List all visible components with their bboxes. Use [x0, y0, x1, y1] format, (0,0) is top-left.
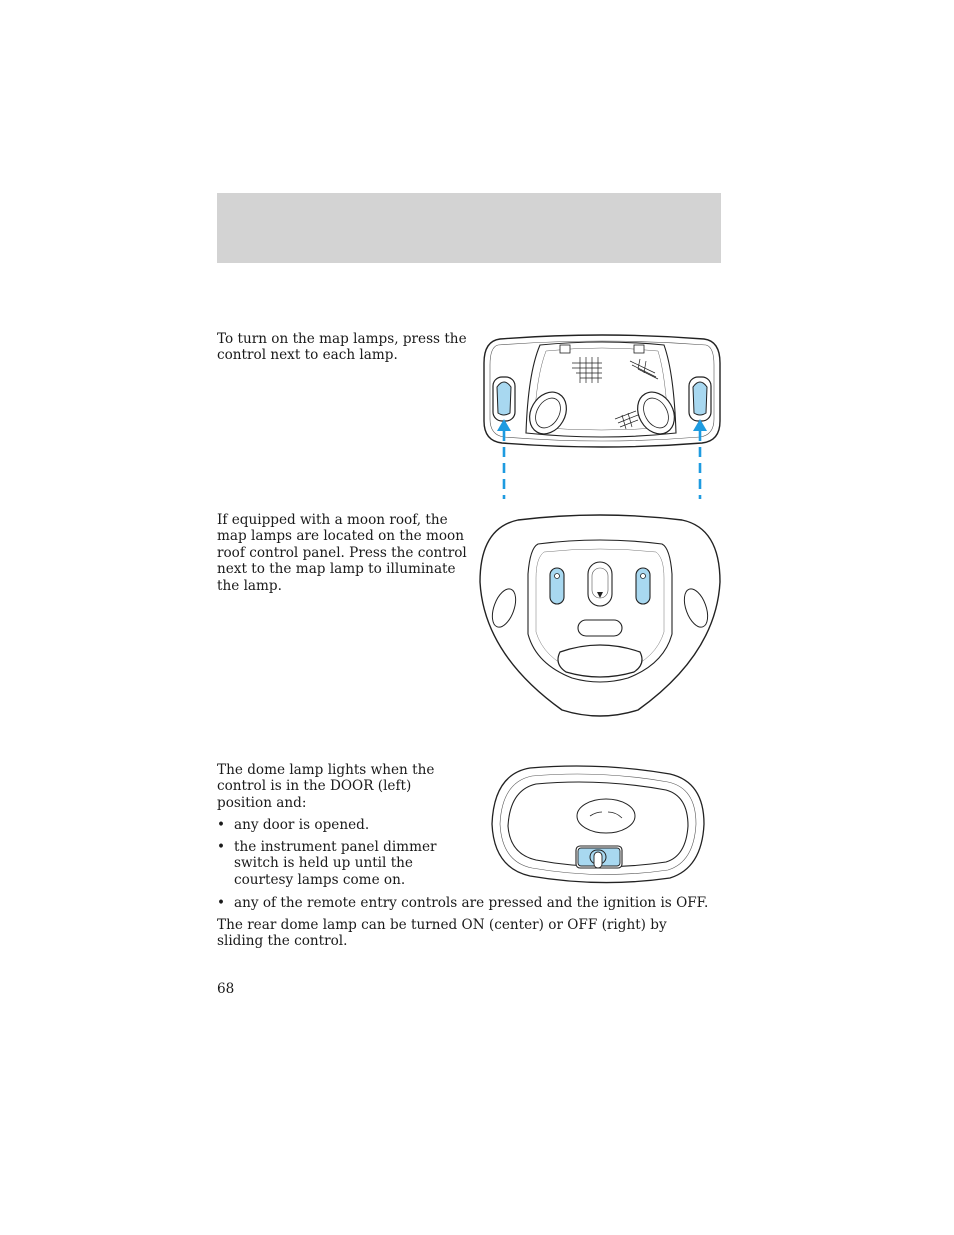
map-lamp-instruction: To turn on the map lamps, press the control next to each lamp.	[217, 331, 467, 364]
bullet-text: any of the remote entry controls are pressed and the ignition is OFF.	[234, 895, 709, 911]
overhead-console-map-lamps-figure	[480, 333, 725, 501]
bullet-text: any door is opened.	[234, 817, 370, 833]
bullet-text: the instrument panel dimmer switch is held up until the courtesy lamps come on.	[234, 839, 437, 888]
bullet-symbol: •	[217, 817, 226, 833]
bullet-remote-entry	[217, 895, 754, 911]
moon-roof-instruction: If equipped with a moon roof, the map lamps are located on the moon roof control panel. Press the control next to the map lamp to illuminate the lamp.	[217, 512, 467, 594]
bullet-dimmer-switch	[217, 839, 464, 888]
bullet-door-opened	[217, 817, 474, 833]
dome-lamp-intro: The dome lamp lights when the control is in the DOOR (left) position and:	[217, 762, 435, 811]
rear-dome-lamp-text: The rear dome lamp can be turned ON (center) or OFF (right) by sliding the control.	[217, 917, 667, 950]
bullet-symbol: •	[217, 895, 226, 911]
header-band	[217, 193, 721, 263]
dome-lamp-figure	[490, 764, 708, 886]
bullet-symbol: •	[217, 839, 226, 855]
moon-roof-console-figure	[478, 514, 723, 718]
page-number: 68	[217, 981, 235, 997]
